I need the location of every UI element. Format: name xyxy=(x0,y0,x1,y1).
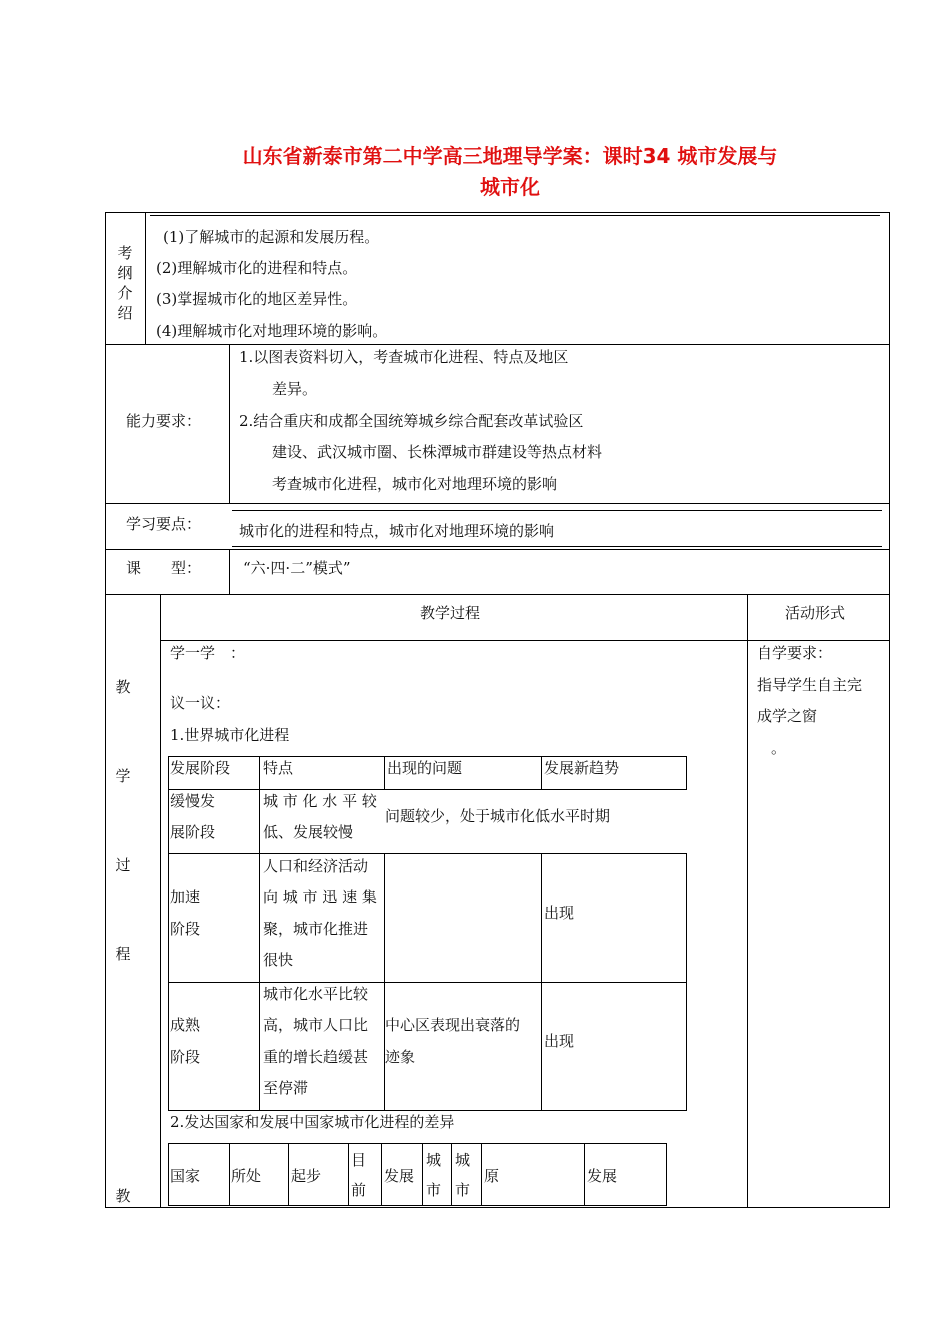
t1-cell: 至停滞 xyxy=(263,1079,309,1097)
process-header: 教学过程 xyxy=(420,604,481,622)
t1-cell: 出现 xyxy=(544,904,575,922)
activity-header: 活动形式 xyxy=(785,604,846,622)
t2-line xyxy=(481,1143,482,1206)
t2-header-cell: 目前 xyxy=(351,1151,367,1199)
t1-header-cell: 出现的问题 xyxy=(387,759,463,777)
t1-header-cell: 特点 xyxy=(263,759,294,777)
t2-header-cell: 原 xyxy=(484,1167,500,1185)
ability-line-1: 1.以图表资料切入，考查城市化进程、特点及地区 xyxy=(239,348,569,366)
t1-line xyxy=(168,853,687,854)
ability-line-2: 差异。 xyxy=(272,380,318,398)
outline-label-char: 绍 xyxy=(117,304,133,322)
t2-line xyxy=(584,1143,585,1206)
t2-line xyxy=(288,1143,289,1206)
t1-cell: 迹象 xyxy=(385,1048,416,1066)
outline-item-1: (1)了解城市的起源和发展历程。 xyxy=(163,228,380,246)
activity-line-4: 。 xyxy=(771,739,787,757)
outline-inner-top xyxy=(150,215,880,216)
t1-cell: 缓慢发 xyxy=(170,792,216,810)
learn-label: 学一学 ： xyxy=(170,644,246,662)
outer-left-border xyxy=(105,212,106,1208)
t1-cell: 中心区表现出衰落的 xyxy=(385,1016,521,1034)
activity-line-2: 指导学生自主完 xyxy=(757,676,863,694)
process-side-divider xyxy=(160,594,161,1208)
title-line-1: 山东省新泰市第二中学高三地理导学案：课时34 城市发展与 xyxy=(242,144,778,168)
t1-cell: 展阶段 xyxy=(170,823,216,841)
t2-header-cell: 城市 xyxy=(455,1151,471,1199)
outline-item-2: (2)理解城市化的进程和特点。 xyxy=(156,259,358,277)
section-1-heading: 1.世界城市化进程 xyxy=(170,726,290,744)
t2-header-cell: 发展 xyxy=(587,1167,618,1185)
t1-line xyxy=(168,789,687,790)
t2-line xyxy=(168,1143,667,1144)
t1-cell: 成熟 xyxy=(170,1016,201,1034)
keypoints-row-bottom xyxy=(105,549,890,550)
ability-line-5: 考查城市化进程，城市化对地理环境的影响 xyxy=(272,475,558,493)
t1-cell: 城 市 化 水 平 较 xyxy=(263,792,377,810)
t2-line xyxy=(422,1143,423,1206)
outline-label-divider xyxy=(145,212,146,345)
ability-bottom xyxy=(105,503,890,504)
t2-line xyxy=(168,1143,169,1206)
t1-line xyxy=(686,756,687,790)
t1-cell: 重的增长趋缓甚 xyxy=(263,1048,369,1066)
lessontype-text: “六·四·二”模式” xyxy=(243,559,351,577)
outline-label-char: 纲 xyxy=(117,264,133,282)
t1-line xyxy=(541,756,542,790)
ability-line-4: 建设、武汉城市圈、长株潭城市群建设等热点材料 xyxy=(272,443,603,461)
t2-line xyxy=(348,1143,349,1206)
t1-cell: 出现 xyxy=(544,1032,575,1050)
page-title xyxy=(180,140,840,200)
t2-line xyxy=(451,1143,452,1206)
lessontype-divider xyxy=(229,549,230,595)
t1-cell: 很快 xyxy=(263,951,294,969)
outline-item-3: (3)掌握城市化的地区差异性。 xyxy=(156,290,358,308)
t1-line xyxy=(168,756,169,1111)
t2-line xyxy=(666,1143,667,1206)
process-activity-divider xyxy=(747,594,748,1208)
t1-cell: 人口和经济活动 xyxy=(263,857,369,875)
title-line-2: 城市化 xyxy=(480,175,540,199)
activity-line-1: 自学要求： xyxy=(757,644,833,662)
process-side-char: 学 xyxy=(115,767,131,785)
t1-line xyxy=(259,756,260,1111)
keypoints-label: 学习要点： xyxy=(126,515,202,533)
keypoints-inner-top xyxy=(232,510,882,511)
outline-label-char: 介 xyxy=(117,284,133,302)
t2-header-cell: 国家 xyxy=(170,1167,201,1185)
t1-cell: 低、发展较慢 xyxy=(263,823,354,841)
section-2-heading: 2.发达国家和发展中国家城市化进程的差异 xyxy=(170,1113,455,1131)
process-side-char: 教 xyxy=(115,1187,131,1205)
t1-cell: 问题较少，处于城市化低水平时期 xyxy=(385,807,611,825)
t1-cell: 向 城 市 迅 速 集 xyxy=(263,888,377,906)
t1-cell: 城市化水平比较 xyxy=(263,985,369,1003)
ability-label: 能力要求： xyxy=(126,412,202,430)
outline-label-char: 考 xyxy=(117,244,133,262)
ability-divider xyxy=(229,344,230,504)
t1-header-cell: 发展阶段 xyxy=(170,759,231,777)
t2-header-cell: 起步 xyxy=(291,1167,322,1185)
keypoints-text: 城市化的进程和特点，城市化对地理环境的影响 xyxy=(239,522,555,540)
activity-line-3: 成学之窗 xyxy=(757,707,818,725)
outer-right-border xyxy=(889,212,890,1208)
t2-line xyxy=(381,1143,382,1206)
process-side-char: 过 xyxy=(115,856,131,874)
t1-cell: 聚，城市化推进 xyxy=(263,920,369,938)
process-side-char: 程 xyxy=(115,945,131,963)
outline-item-4: (4)理解城市化对地理环境的影响。 xyxy=(156,322,388,340)
outer-bottom-border xyxy=(105,1207,890,1208)
t2-line xyxy=(229,1143,230,1206)
t1-cell: 阶段 xyxy=(170,1048,201,1066)
t2-header-cell: 所处 xyxy=(231,1167,262,1185)
t1-line xyxy=(541,853,542,1111)
lessontype-label: 课 型： xyxy=(126,559,202,577)
lessontype-bottom xyxy=(105,594,890,595)
t1-header-cell: 发展新趋势 xyxy=(544,759,620,777)
t1-cell: 高，城市人口比 xyxy=(263,1016,369,1034)
discuss-label: 议一议： xyxy=(170,694,231,712)
t1-line xyxy=(168,982,687,983)
t2-header-cell: 发展 xyxy=(384,1167,415,1185)
process-side-char: 教 xyxy=(115,678,131,696)
t1-line xyxy=(384,756,385,790)
t2-line xyxy=(168,1205,667,1206)
t2-header-cell: 城市 xyxy=(426,1151,442,1199)
t1-cell: 阶段 xyxy=(170,920,201,938)
outer-top-border xyxy=(105,212,890,213)
t1-line xyxy=(686,853,687,1111)
ability-line-3: 2.结合重庆和成都全国统筹城乡综合配套改革试验区 xyxy=(239,412,584,430)
t1-cell: 加速 xyxy=(170,888,201,906)
